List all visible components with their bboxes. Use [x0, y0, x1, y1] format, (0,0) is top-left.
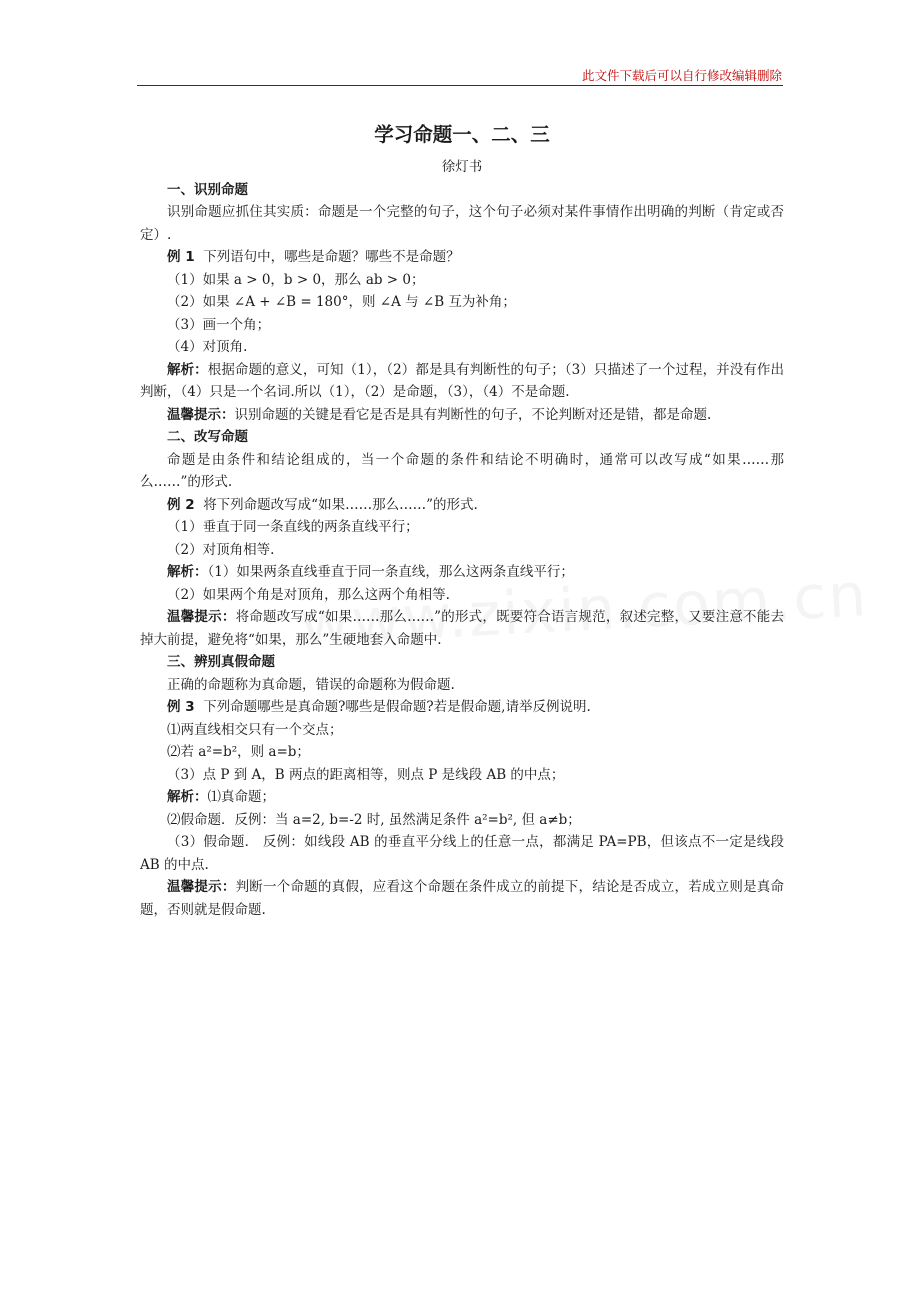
- example-label: 例 2: [167, 496, 195, 513]
- tip-2: [140, 606, 784, 651]
- list-item: （4）对顶角.: [167, 339, 248, 355]
- example-text: 下列命题哪些是真命题?哪些是假命题?若是假命题,请举反例说明.: [203, 699, 591, 715]
- header-rule: [137, 85, 783, 86]
- author: 徐灯书: [441, 159, 483, 175]
- list-item: （3）画一个角；: [167, 316, 271, 333]
- list-item: （2）对顶角相等.: [167, 541, 275, 558]
- page-title: 学习命题一、二、三: [374, 123, 550, 146]
- section-heading-1: 一、识别命题: [167, 181, 248, 198]
- analysis-1: [140, 359, 784, 404]
- analysis-text: 根据命题的意义，可知（1），（2）都是具有判断性的句子；（3）只描述了一个过程，并没有作出判断，（4）只是一个名词.所以（1），（2）是命题，（3），（4）不是命题.: [140, 361, 784, 400]
- example-label: 例 1: [167, 249, 195, 265]
- tip-text: 识别命题的关键是看它是否是具有判断性的句子，不论判断对还是错，都是命题.: [234, 406, 712, 423]
- example-3: [140, 696, 784, 719]
- example-text: 下列语句中，哪些是命题？哪些不是命题？: [203, 249, 460, 265]
- example-label: 例 3: [167, 699, 195, 715]
- tip-label: 温馨提示：: [167, 406, 235, 423]
- tip-label: 温馨提示：: [167, 609, 236, 625]
- section-heading-2: 二、改写命题: [167, 429, 248, 445]
- analysis-text: ⑴真命题；: [207, 789, 275, 805]
- tip-3: [140, 876, 784, 921]
- document-body: [140, 120, 784, 921]
- analysis-line: （3）假命题． 反例：如线段 AB 的垂直平分线上的任意一点，都满足 PA=PB，但该点不一定是线段 AB 的中点.: [140, 834, 784, 873]
- section-heading-3: 三、辨别真假命题: [167, 654, 275, 670]
- analysis-2: [140, 561, 784, 584]
- example-2: [140, 494, 784, 517]
- tip-text: 将命题改写成“如果……那么……”的形式，既要符合语言规范，叙述完整，又要注意不能去掉大前提，避免将“如果，那么”生硬地套入命题中.: [140, 609, 784, 648]
- analysis-label: 解析：: [167, 361, 208, 378]
- analysis-label: 解析：: [167, 789, 208, 805]
- list-item: （1）垂直于同一条直线的两条直线平行；: [167, 519, 419, 535]
- analysis-line: ⑵假命题．反例：当 a=2, b=-2 时, 虽然满足条件 a²=b², 但 a≠b；: [167, 811, 581, 828]
- list-item: ⑵若 a²=b²，则 a=b；: [167, 744, 310, 760]
- section-intro-2: 命题是由条件和结论组成的，当一个命题的条件和结论不明确时，通常可以改写成“如果……那么……”的形式.: [140, 451, 784, 490]
- header-note: 此文件下载后可以自行修改编辑删除: [581, 68, 782, 83]
- analysis-3: [140, 786, 784, 809]
- example-1: [140, 246, 784, 269]
- tip-label: 温馨提示：: [167, 879, 236, 895]
- analysis-line: （2）如果两个角是对顶角，那么这两个角相等.: [167, 586, 450, 603]
- list-item: （2）如果 ∠A + ∠B = 180°，则 ∠A 与 ∠B 互为补角；: [167, 294, 516, 310]
- example-text: 将下列命题改写成“如果……那么……”的形式.: [203, 496, 478, 513]
- analysis-text: （1）如果两条直线垂直于同一条直线，那么这两条直线平行；: [207, 564, 574, 580]
- section-intro-1: 识别命题应抓住其实质：命题是一个完整的句子，这个句子必须对某件事情作出明确的判断（肯定或否定）.: [140, 204, 784, 243]
- section-intro-3: 正确的命题称为真命题，错误的命题称为假命题.: [167, 676, 455, 693]
- list-item: （1）如果 a > 0，b > 0，那么 ab > 0；: [167, 271, 425, 288]
- list-item: （3）点 P 到 A，B 两点的距离相等，则点 P 是线段 AB 的中点；: [167, 766, 565, 783]
- analysis-label: 解析：: [167, 564, 208, 580]
- list-item: ⑴两直线相交只有一个交点；: [167, 721, 343, 738]
- tip-text: 判断一个命题的真假，应看这个命题在条件成立的前提下，结论是否成立，若成立则是真命题，否则就是假命题.: [140, 879, 785, 918]
- tip-1: [140, 404, 784, 427]
